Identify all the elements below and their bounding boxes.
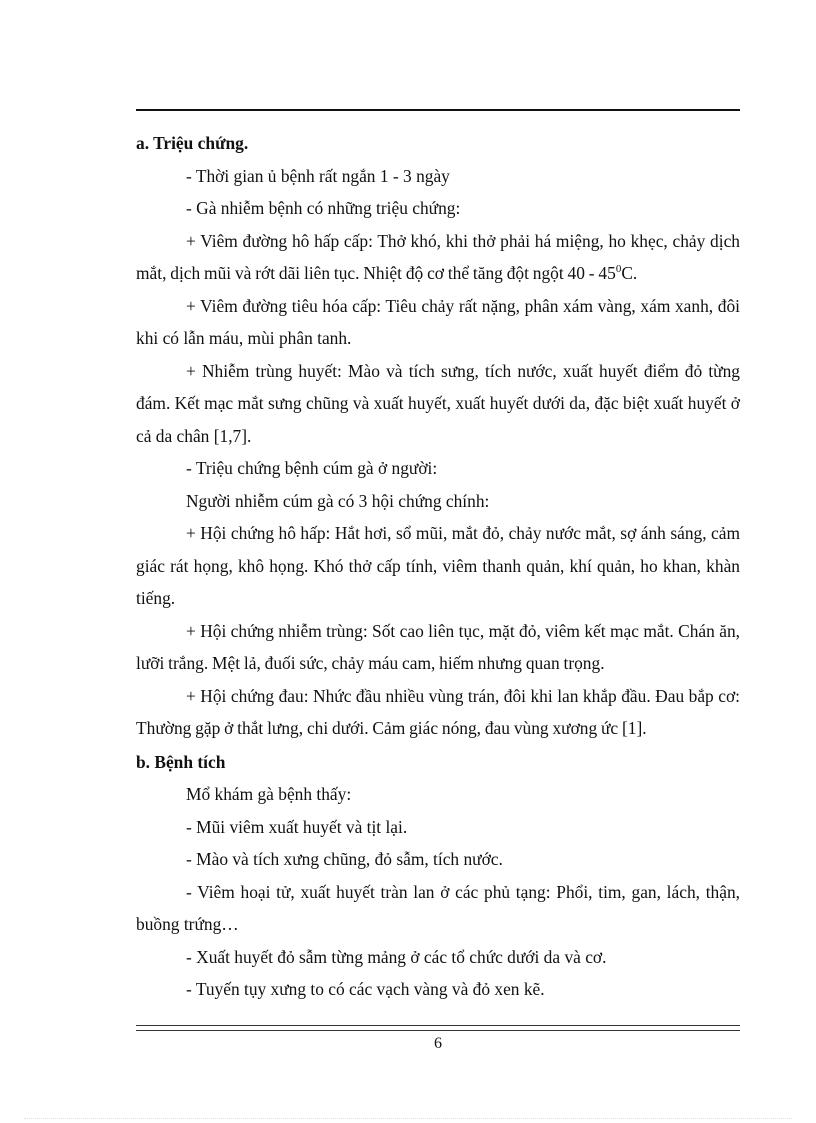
footer-rule bbox=[136, 1025, 740, 1031]
temperature-unit: C. bbox=[621, 263, 638, 283]
paragraph: - Mào và tích xưng chũng, đỏ sẫm, tích nước. bbox=[186, 849, 503, 869]
page-number: 6 bbox=[434, 1035, 442, 1052]
paragraph: + Nhiễm trùng huyết: Mào và tích sưng, tích nước, xuất huyết điểm đỏ từng đám. Kết mạc mắt sưng chũng và xuất huyết, xuất huyết dưới da, đặc biệt xuất huyết ở cả da chân [1,7]. bbox=[136, 360, 740, 446]
paragraph: - Mũi viêm xuất huyết và tịt lại. bbox=[186, 816, 408, 837]
paragraph: + Hội chứng đau: Nhức đầu nhiều vùng trán, đôi khi lan khắp đầu. Đau bắp cơ: Thường gặp ở thắt lưng, chi dưới. Cảm giác nóng, đau vùng xương ức [1]. bbox=[136, 685, 740, 738]
paragraph: + Hội chứng hô hấp: Hắt hơi, sổ mũi, mắt đỏ, chảy nước mắt, sợ ánh sáng, cảm giác rát họng, khô họng. Khó thở cấp tính, viêm thanh quản, khí quản, ho khan, khàn tiếng. bbox=[136, 523, 740, 608]
page-edge-dotted-line bbox=[24, 1118, 792, 1119]
paragraph: - Xuất huyết đỏ sẫm từng mảng ở các tổ chức dưới da và cơ. bbox=[186, 946, 607, 967]
page-body bbox=[136, 127, 740, 1006]
header-rule bbox=[136, 109, 740, 111]
paragraph: + Hội chứng nhiễm trùng: Sốt cao liên tục, mặt đỏ, viêm kết mạc mắt. Chán ăn, lưỡi trắng. Mệt lả, đuối sức, chảy máu cam, hiếm nhưng quan trọng. bbox=[136, 620, 740, 673]
paragraph: - Viêm hoại tử, xuất huyết tràn lan ở các phủ tạng: Phổi, tim, gan, lách, thận, buồng trứng… bbox=[136, 881, 740, 934]
paragraph: - Triệu chứng bệnh cúm gà ở người: bbox=[186, 458, 438, 478]
paragraph: - Gà nhiễm bệnh có những triệu chứng: bbox=[186, 198, 461, 218]
section-heading-symptoms: a. Triệu chứng. bbox=[136, 133, 249, 153]
paragraph: Mổ khám gà bệnh thấy: bbox=[186, 784, 352, 804]
paragraph-text: + Viêm đường hô hấp cấp: Thở khó, khi thở phải há miệng, ho khẹc, chảy dịch mắt, dịch mũi và rớt dãi liên tục. Nhiệt độ cơ thể tăng đột ngột 40 - 45 bbox=[136, 230, 740, 283]
section-heading-lesions: b. Bệnh tích bbox=[136, 751, 226, 772]
paragraph: Người nhiễm cúm gà có 3 hội chứng chính: bbox=[186, 490, 490, 511]
paragraph: - Tuyến tụy xưng to có các vạch vàng và đỏ xen kẽ. bbox=[186, 979, 545, 999]
paragraph: + Viêm đường tiêu hóa cấp: Tiêu chảy rất nặng, phân xám vàng, xám xanh, đôi khi có lẫn máu, mùi phân tanh. bbox=[136, 295, 740, 348]
paragraph-respiratory bbox=[136, 225, 740, 290]
degree-superscript: 0 bbox=[615, 263, 622, 276]
paragraph: - Thời gian ủ bệnh rất ngắn 1 - 3 ngày bbox=[186, 165, 450, 186]
